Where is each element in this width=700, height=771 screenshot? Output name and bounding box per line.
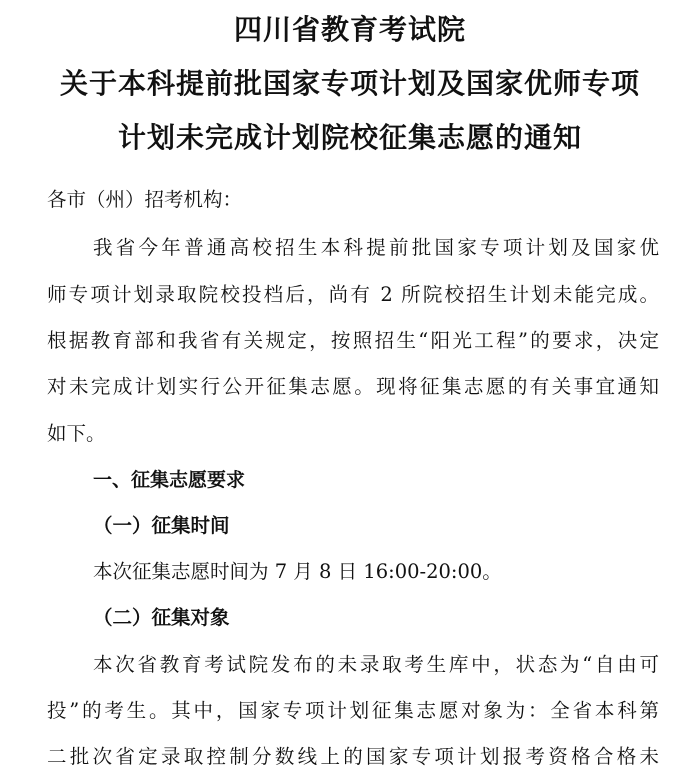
paragraph-2-line: 投”的考生。其中，国家专项计划征集志愿对象为：全省本科第 — [47, 699, 659, 722]
subsection-heading: （一）征集时间 — [93, 514, 230, 537]
subsection-heading: （二）征集对象 — [93, 606, 230, 629]
notice-title-line-2: 关于本科提前批国家专项计划及国家优师专项 — [59, 67, 640, 100]
paragraph-1-line: 师专项计划录取院校投档后，尚有 2 所院校招生计划未能完成。 — [47, 283, 659, 306]
paragraph-1-line: 根据教育部和我省有关规定，按照招生“阳光工程”的要求，决定 — [47, 329, 659, 352]
subsection-1-text: 本次征集志愿时间为 7 月 8 日 16:00-20:00。 — [93, 560, 502, 583]
paragraph-1-line: 对未完成计划实行公开征集志愿。现将征集志愿的有关事宜通知 — [47, 375, 659, 398]
paragraph-2-line: 二批次省定录取控制分数线上的国家专项计划报考资格合格未 — [47, 745, 659, 768]
paragraph-2-line: 本次省教育考试院发布的未录取考生库中，状态为“自由可 — [93, 653, 659, 676]
section-heading: 一、征集志愿要求 — [93, 469, 246, 491]
issuer-title: 四川省教育考试院 — [233, 13, 466, 46]
notice-title-line-3: 计划未完成计划院校征集志愿的通知 — [117, 121, 582, 154]
paragraph-1-line: 我省今年普通高校招生本科提前批国家专项计划及国家优 — [93, 236, 659, 259]
paragraph-1-line: 如下。 — [47, 422, 106, 445]
salutation: 各市（州）招考机构： — [47, 188, 243, 211]
